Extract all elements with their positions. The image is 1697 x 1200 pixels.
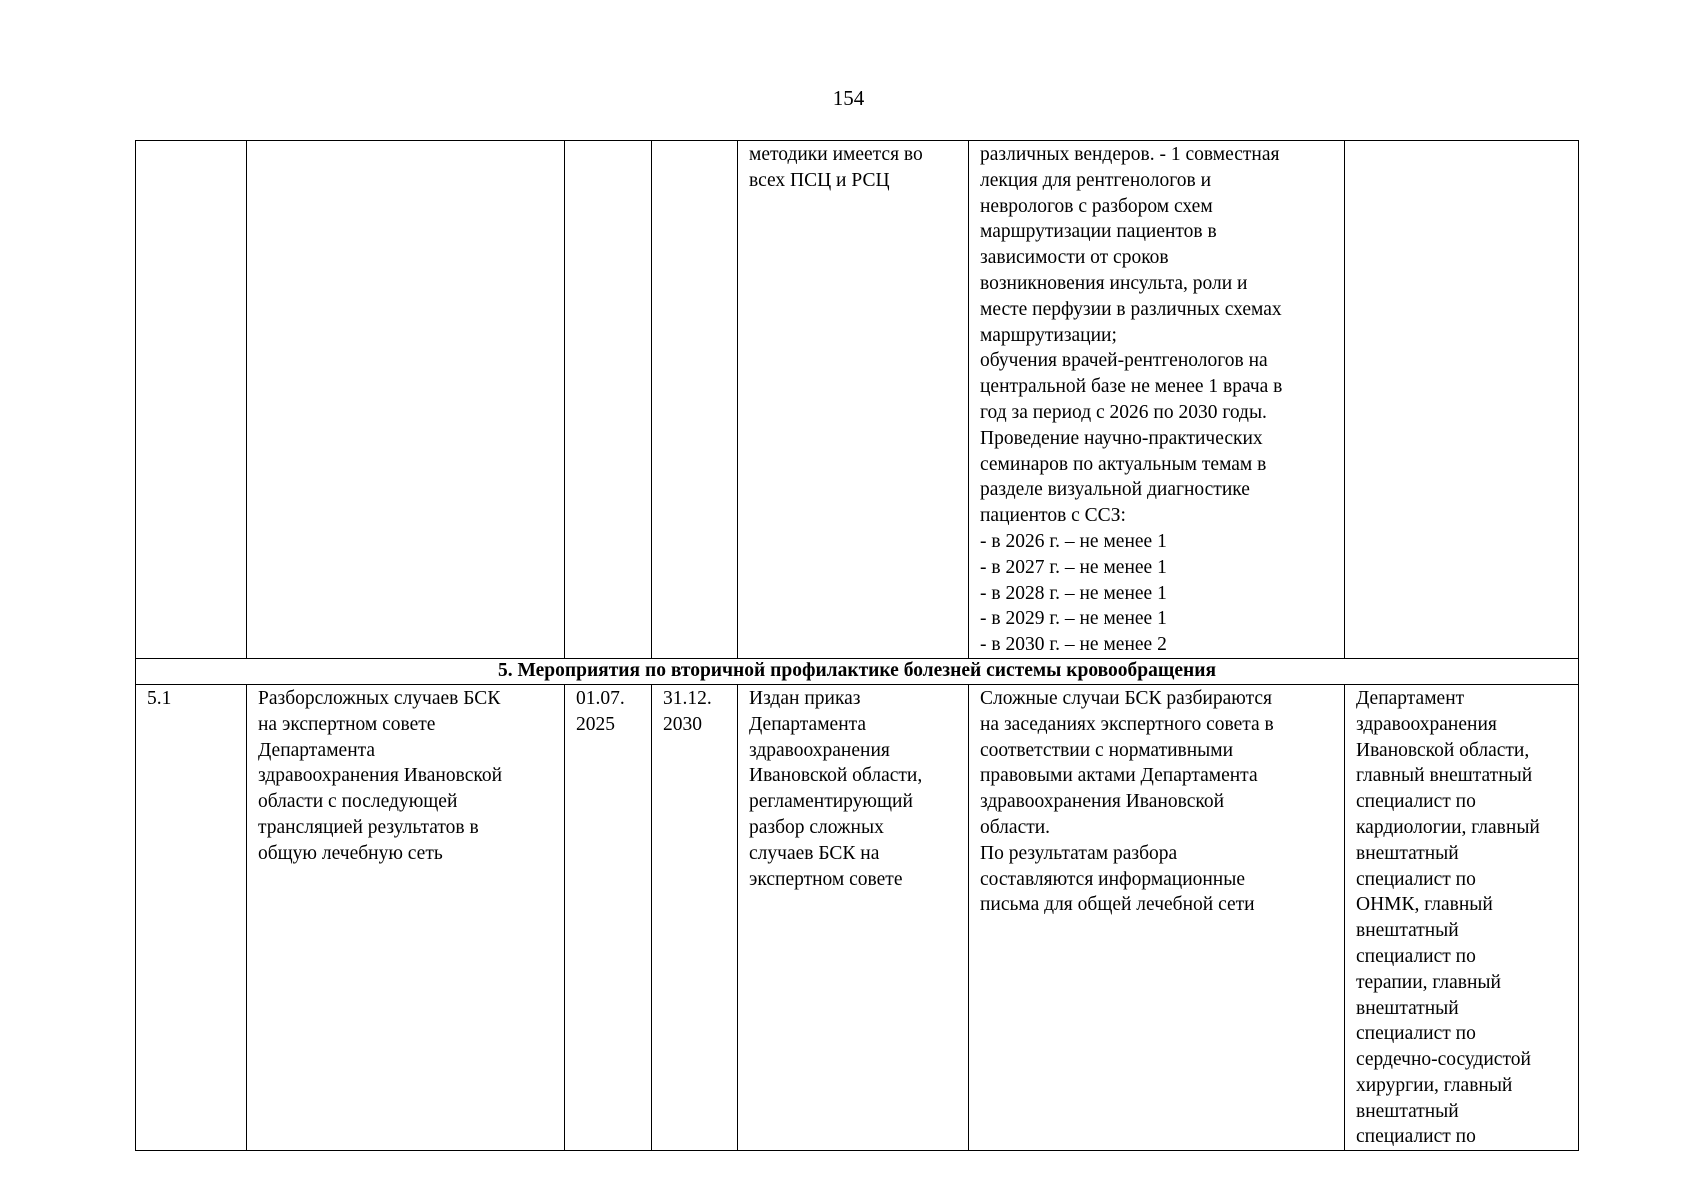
cell-responsible [1345, 141, 1579, 659]
cell-activity-name [247, 141, 565, 659]
cell-end-date: 31.12. 2030 [652, 684, 738, 1150]
activities-table [135, 140, 1579, 1151]
cell-control-document: Издан приказ Департамента здравоохранения Ивановской области, регламентирующий разбор сложных случаев БСК на экспертном совете [738, 684, 969, 1150]
cell-expected-result: Сложные случаи БСК разбираются на заседаниях экспертного совета в соответствии с нормативными правовыми актами Департамента здравоохранения Ивановской области. По результатам разбора составляются информационные письма для общей лечебной сети [969, 684, 1345, 1150]
cell-number [136, 141, 247, 659]
table-row-5-1 [136, 684, 1579, 1150]
cell-expected-result: различных вендеров. - 1 совместная лекция для рентгенологов и неврологов с разбором схем маршрутизации пациентов в зависимости от сроков возникновения инсульта, роли и месте перфузии в различных схемах маршрутизации; обучения врачей-рентгенологов на центральной базе не менее 1 врача в год за период с 2026 по 2030 годы. Проведение научно-практических семинаров по актуальным темам в разделе визуальной диагностике пациентов с ССЗ: - в 2026 г. – не менее 1 - в 2027 г. – не менее 1 - в 2028 г. – не менее 1 - в 2029 г. – не менее 1 - в 2030 г. – не менее 2 [969, 141, 1345, 659]
cell-number: 5.1 [136, 684, 247, 1150]
cell-end-date [652, 141, 738, 659]
section-header-row [136, 658, 1579, 684]
page-number: 154 [832, 86, 865, 110]
cell-responsible: Департамент здравоохранения Ивановской области, главный внештатный специалист по кардиологии, главный внештатный специалист по ОНМК, главный внештатный специалист по терапии, главный внештатный специалист по сердечно-сосудистой хирургии, главный внештатный специалист по [1345, 684, 1579, 1150]
cell-activity-name: Разборсложных случаев БСК на экспертном совете Департамента здравоохранения Ивановской области с последующей трансляцией результатов в общую лечебную сеть [247, 684, 565, 1150]
continuation-row [136, 141, 1579, 659]
cell-start-date: 01.07. 2025 [565, 684, 652, 1150]
cell-start-date [565, 141, 652, 659]
section-title: 5. Мероприятия по вторичной профилактике болезней системы кровообращения [136, 658, 1579, 684]
cell-control-document: методики имеется во всех ПСЦ и РСЦ [738, 141, 969, 659]
